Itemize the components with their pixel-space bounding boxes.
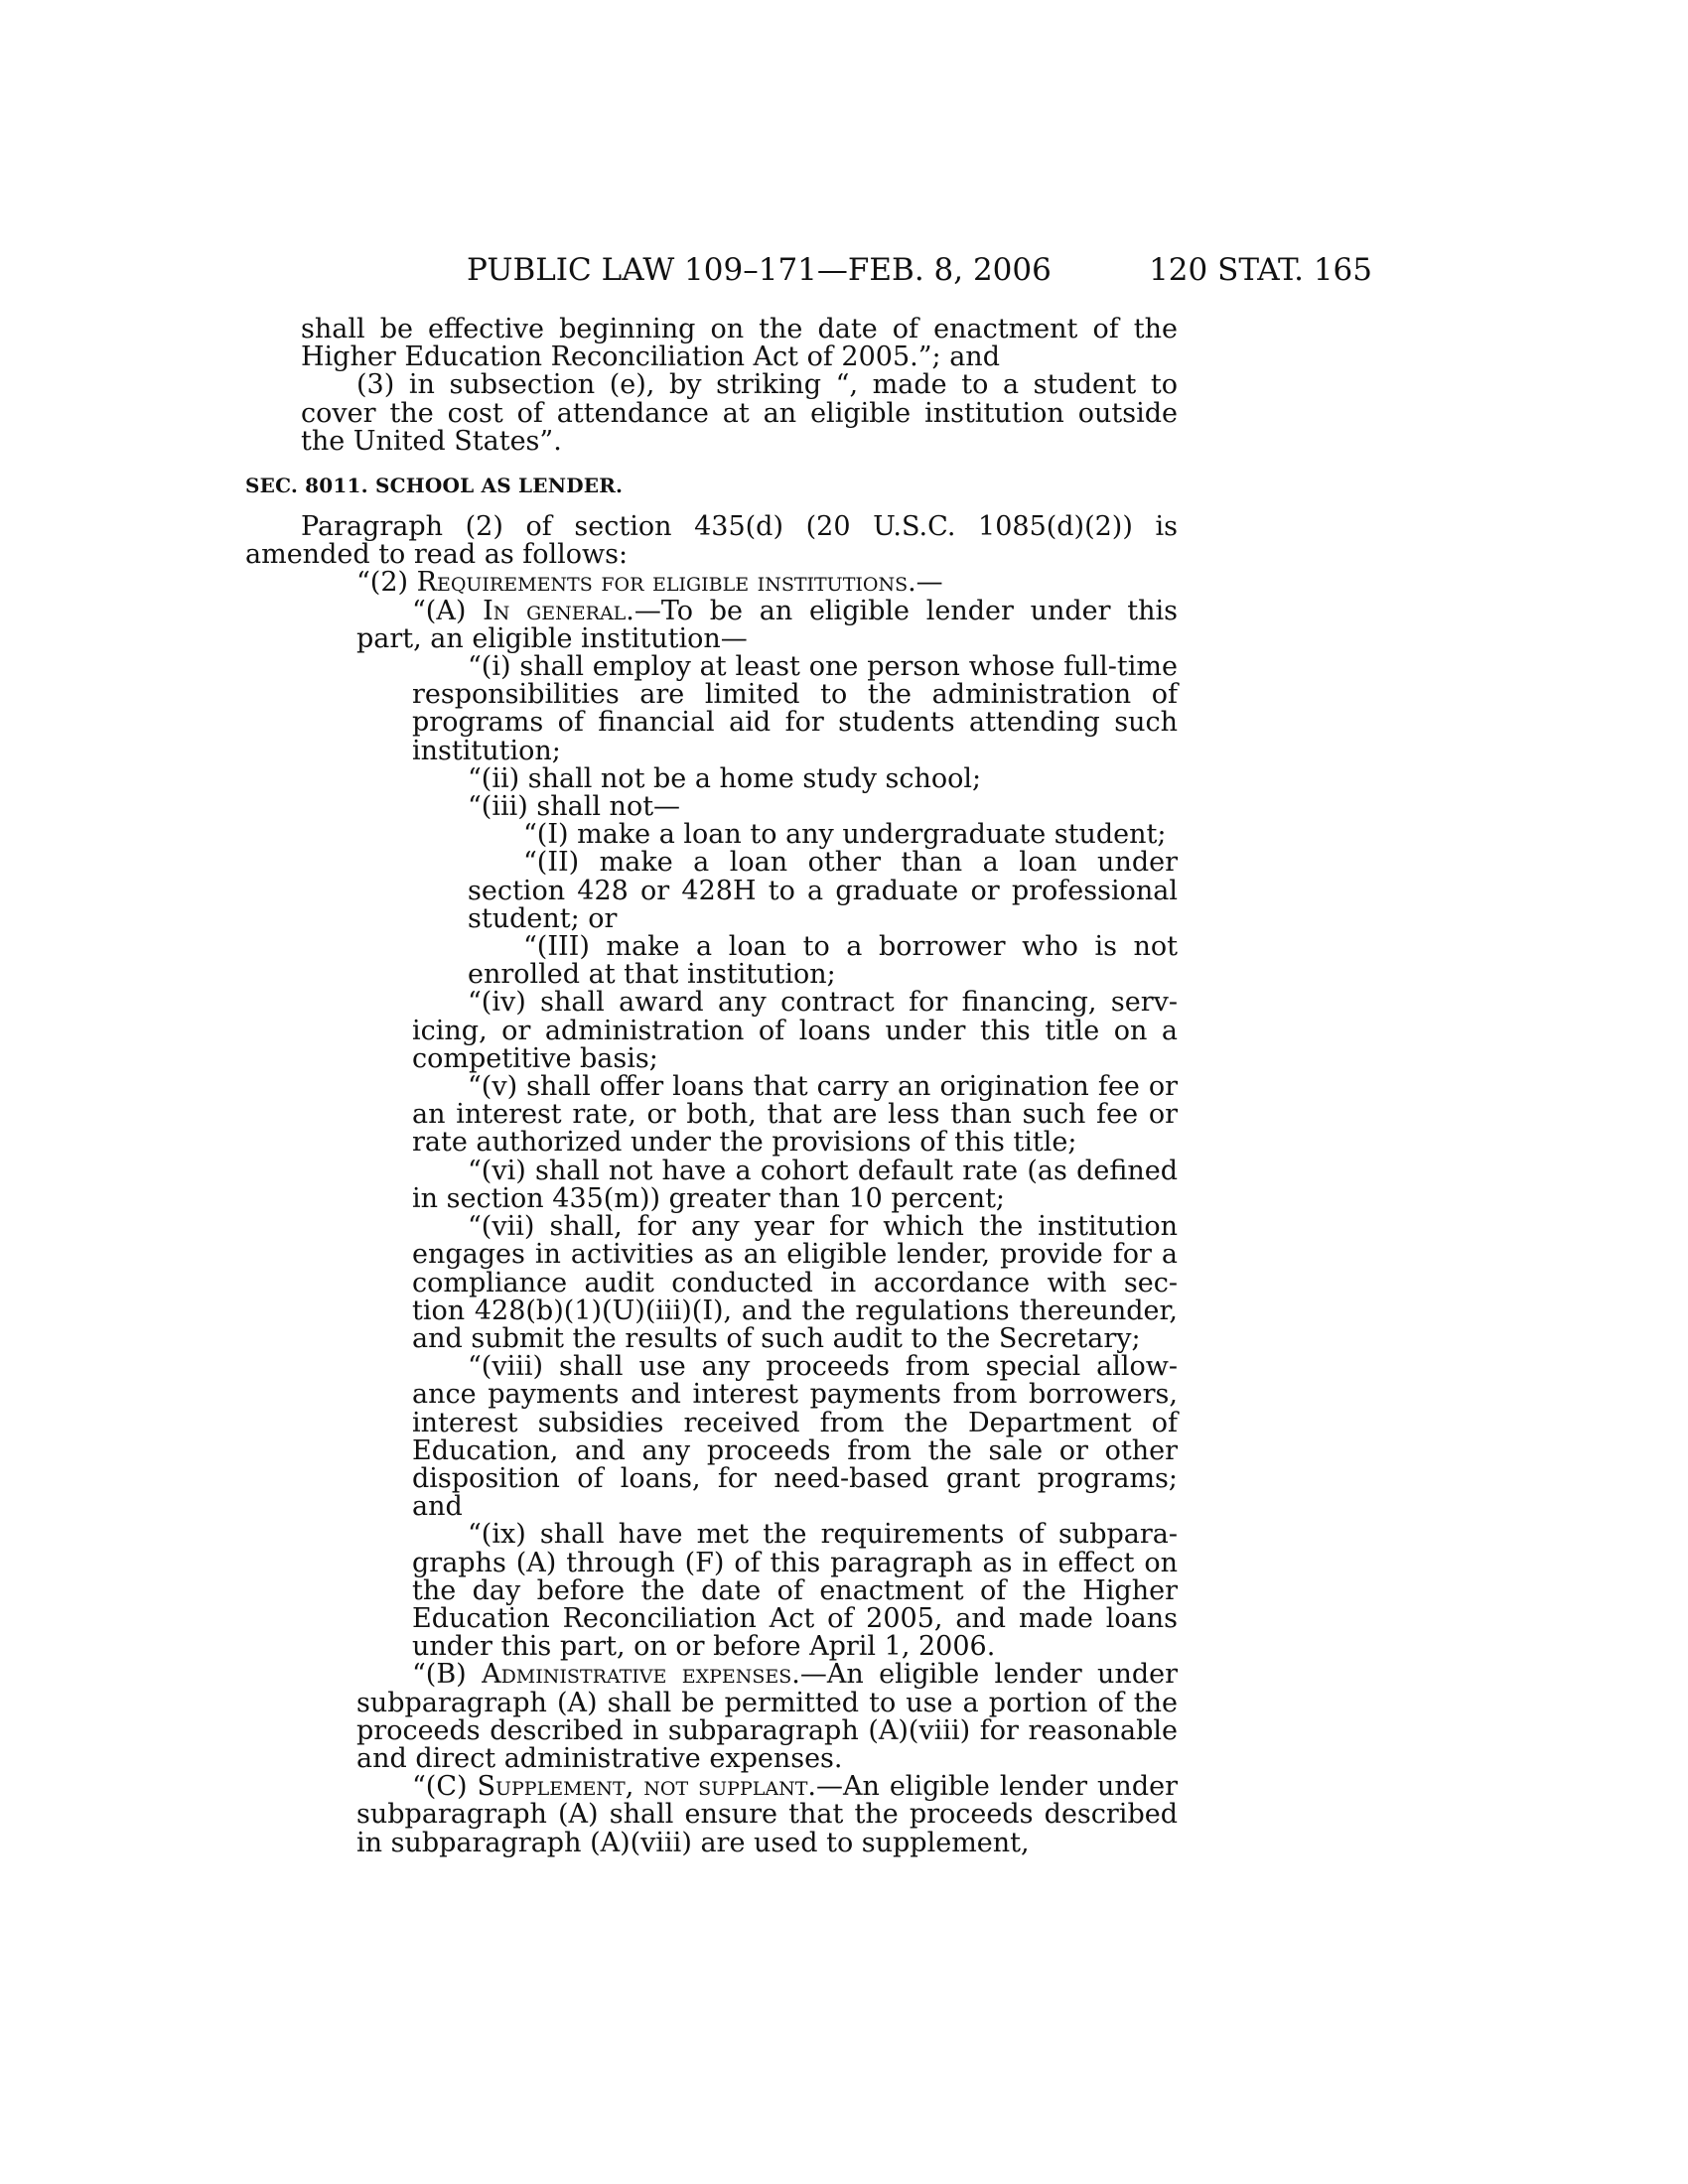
subparagraph-b	[301, 1661, 1178, 1773]
subparagraph-c	[301, 1773, 1178, 1857]
subparagraph-a	[301, 595, 1179, 654]
statute-text	[245, 314, 1179, 1858]
heading-prefix: “(B)	[412, 1659, 483, 1691]
heading-rest: .—	[908, 567, 943, 599]
clause-iii: “(iii) shall not—	[468, 791, 681, 823]
heading-smallcaps: Requirements for eligible institutions	[416, 567, 909, 599]
heading-prefix: “(2)	[356, 567, 417, 599]
running-header-title: PUBLIC LAW 109–171—FEB. 8, 2006	[467, 252, 1052, 288]
subclause-iii: “(III) make a loan to a borrower who is not enrolled at that institution;	[468, 931, 1178, 991]
clause-ii: “(ii) shall not be a home study school;	[468, 762, 982, 794]
text-paragraph-body: Paragraph (2) of section 435(d) (20 U.S.C. 1085(d)(2)) is amended to read as follows:	[245, 511, 1178, 571]
clause-v: “(v) shall offer loans that carry an origination fee or an interest rate, or both, that are less than such fee or rate authorized under the provisions of this title;	[412, 1071, 1178, 1159]
page-stat-number: 120 STAT. 165	[1149, 252, 1372, 288]
heading-smallcaps: Supplement, not supplant	[477, 1771, 808, 1803]
running-header	[467, 250, 1372, 294]
heading-rest: .—To be an eligible lender under this part, an eligible institution—	[356, 595, 1179, 654]
section-heading: SEC. 8011. SCHOOL AS LENDER.	[245, 474, 624, 498]
heading-smallcaps: Administrative expenses	[482, 1659, 792, 1691]
clause-vi: “(vi) shall not have a cohort default rate (as defined in section 435(m)) greater than 10 percent;	[412, 1155, 1178, 1214]
subclause-i: “(I) make a loan to any undergraduate student;	[523, 819, 1167, 851]
text-paragraph	[245, 513, 1178, 569]
text-paragraph: shall be effective beginning on the date of enactment of the Higher Education Reconciliation Act of 2005.”; and	[301, 314, 1178, 373]
heading-prefix: “(C)	[412, 1771, 478, 1803]
heading-rest: .—An eligible lender under subparagraph (A) shall be permitted to use a portion of the proceeds described in subparagraph (A)(viii) for reasonable and direct administrative expenses.	[356, 1659, 1178, 1774]
text-paragraph: (3) in subsection (e), by striking “, made to a student to cover the cost of attendance at an eligible institution outside the United States”.	[301, 369, 1178, 457]
clause-vii: “(vii) shall, for any year for which the institution engages in activities as an eligible lender, provide for a compliance audit conducted in accordance with sec-tion 428(b)(1)(U)(iii)(I), and the regulations thereunder, and submit the results of such audit to the Secretary;	[412, 1211, 1178, 1354]
heading-prefix: “(A)	[412, 595, 484, 626]
paragraph-heading	[301, 569, 1178, 597]
clause-ix: “(ix) shall have met the requirements of subpara-graphs (A) through (F) of this paragraph as in effect on the day before the date of enactment of the Higher Education Reconciliation Act of 2005, and made loans under this part, on or before April 1, 2006.	[412, 1519, 1178, 1663]
subclause-ii: “(II) make a loan other than a loan under section 428 or 428H to a graduate or professional student; or	[468, 847, 1178, 934]
clause-i: “(i) shall employ at least one person whose full-time responsibilities are limited to the administration of programs of financial aid for students attending such institution;	[412, 651, 1178, 766]
clause-iv: “(iv) shall award any contract for financing, serv-icing, or administration of loans under this title on a competitive basis;	[412, 987, 1178, 1074]
heading-smallcaps: In general	[483, 595, 627, 626]
clause-viii: “(viii) shall use any proceeds from special allow-ance payments and interest payments from borrowers, interest subsidies received from the Department of Education, and any proceeds from the sale or other disposition of loans, for need-based grant programs; and	[412, 1351, 1178, 1523]
heading-rest: .—An eligible lender under subparagraph (A) shall ensure that the proceeds described in subparagraph (A)(viii) are used to supplement,	[356, 1771, 1178, 1858]
